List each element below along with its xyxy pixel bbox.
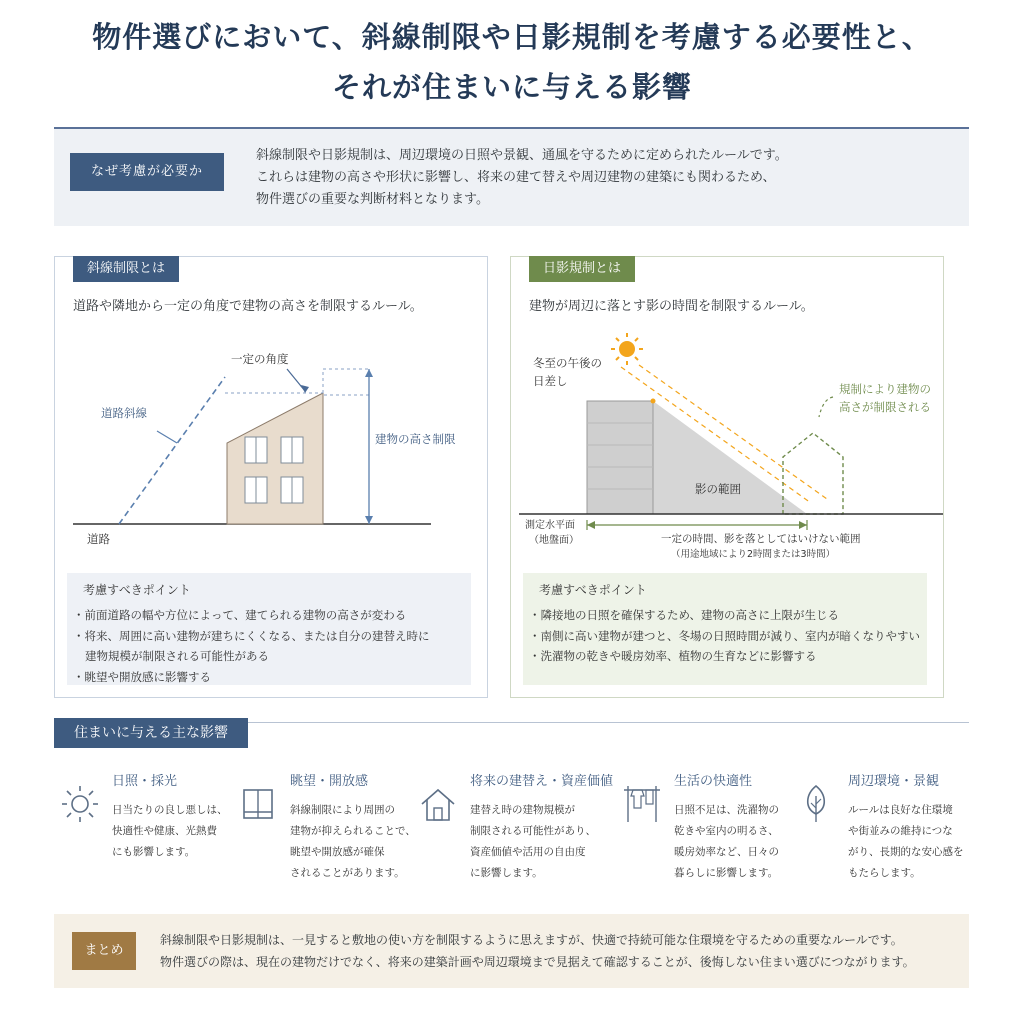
tree-icon (794, 782, 838, 826)
ground-label: 測定水平面 (525, 520, 575, 531)
house-icon (416, 782, 460, 826)
building-shape (587, 401, 653, 514)
range-label: 一定の時間、影を落としてはいけない範囲 (661, 533, 861, 545)
shasen-point: ・ 前面道路の幅や方位によって、建てられる建物の高さが変わる (73, 605, 430, 626)
shasen-diagram (55, 327, 487, 567)
laundry-icon (620, 782, 664, 826)
slope-label: 道路斜線 (101, 406, 147, 420)
sun-label: 冬至の午後の (533, 356, 602, 370)
impact-item-line: 制限される可能性があり、 (470, 825, 596, 837)
nichiei-points (523, 573, 927, 685)
impact-item-line: 日照不足は、洗濯物の (674, 804, 779, 816)
summary-tag: まとめ (72, 932, 136, 970)
summary-text (160, 929, 915, 973)
sun-label: 日差し (533, 374, 568, 388)
why-tag: なぜ考慮が必要か (70, 153, 224, 191)
impact-item-body (112, 800, 242, 863)
shasen-point: 建物規模が制限される可能性がある (85, 649, 269, 663)
impact-item-line: 建物が抑えられることで、 (290, 825, 416, 837)
limit-label: 高さが制限される (839, 400, 931, 414)
impact-item-sunlight (58, 770, 248, 890)
nichiei-point: ・ 洗濯物の乾きや暖房効率、植物の生育などに影響する (529, 646, 920, 667)
ground-label: （地盤面） (529, 535, 579, 546)
impact-item-title: 将来の建替え・資産価値 (470, 774, 614, 789)
impact-tag: 住まいに与える主な影響 (54, 718, 248, 748)
window-icon (236, 782, 280, 826)
impact-item-line: 乾きや室内の明るさ、 (674, 825, 779, 837)
nichiei-diagram (511, 327, 943, 567)
impact-item-line: ルールは良好な住環境 (848, 804, 953, 816)
page-title-line2: それが住まいに与える影響 (331, 70, 692, 104)
impact-item-future (416, 770, 614, 890)
angle-label: 一定の角度 (231, 352, 289, 366)
impact-item-line: 快適性や健康、光熱費 (112, 825, 217, 837)
shadow-area (653, 401, 807, 514)
shasen-description: 道路や隣地から一定の角度で建物の高さを制限するルール。 (73, 299, 423, 314)
height-label: 建物の高さ制限 (375, 432, 456, 446)
angle-pointer (287, 369, 305, 391)
impact-item-line: 暮らしに影響します。 (674, 867, 779, 879)
nichiei-tag: 日影規制とは (529, 256, 635, 282)
nichiei-point: ・ 南側に高い建物が建つと、冬場の日照時間が減り、室内が暗くなりやすい (529, 626, 920, 647)
sun-icon (611, 333, 643, 365)
shasen-point: ・ 将来、周囲に高い建物が建ちにくくなる、または自分の建替え時に (73, 626, 430, 647)
impact-item-line: 暖房効率など、日々の (674, 846, 779, 858)
impact-item-line: もたらします。 (848, 867, 921, 879)
impact-item-view (236, 770, 426, 890)
height-limit-box (323, 369, 369, 395)
why-line: 物件選びの重要な判断材料となります。 (256, 192, 489, 207)
impact-item-comfort (620, 770, 810, 890)
range-label: （用途地域により2時間または3時間） (671, 549, 836, 560)
shasen-panel (54, 256, 488, 698)
neighbor-house (783, 433, 843, 514)
nichiei-description: 建物が周辺に落とす影の時間を制限するルール。 (529, 299, 814, 314)
limit-label: 規制により建物の (839, 382, 931, 396)
nichiei-points-title: 考慮すべきポイント (539, 583, 647, 597)
impact-item-line: 眺望や開放感が確保 (290, 846, 385, 858)
nichiei-panel (510, 256, 944, 698)
sun-icon (58, 782, 102, 826)
why-line: 斜線制限や日影規制は、周辺環境の日照や景観、通風を守るために定められたルールです。 (256, 148, 788, 163)
why-section (54, 127, 969, 226)
impact-item-body (674, 800, 804, 884)
summary-section (54, 914, 969, 988)
impact-item-environment (794, 770, 984, 890)
impact-item-body (848, 800, 978, 884)
slope-pointer (157, 431, 177, 443)
impact-item-line: がり、長期的な安心感を (848, 846, 964, 858)
impact-item-line: 日当たりの良し悪しは、 (112, 804, 228, 816)
impact-item-line: に影響します。 (470, 867, 543, 879)
impact-item-title: 日照・採光 (112, 774, 178, 789)
limit-pointer (819, 397, 833, 417)
impact-item-line: 建替え時の建物規模が (470, 804, 575, 816)
summary-line: 斜線制限や日影規制は、一見すると敷地の使い方を制限するように思えますが、快適で持続可能な住環境を守るための重要なルールです。 (160, 933, 903, 947)
why-line: これらは建物の高さや形状に影響し、将来の建て替えや周辺建物の建築にも関わるため、 (256, 170, 776, 185)
shasen-points (67, 573, 471, 685)
shasen-tag: 斜線制限とは (73, 256, 179, 282)
why-text (256, 145, 788, 211)
impact-item-line: されることがあります。 (290, 867, 405, 879)
impact-item-body (290, 800, 420, 884)
summary-line: 物件選びの際は、現在の建物だけでなく、将来の建築計画や周辺環境まで見据えて確認することが、後悔しない住まい選びにつながります。 (160, 955, 915, 969)
impact-item-title: 眺望・開放感 (290, 774, 369, 789)
page-title-line1: 物件選びにおいて、斜線制限や日影規制を考慮する必要性と、 (92, 20, 932, 54)
impact-item-line: や街並みの維持につな (848, 825, 953, 837)
building-shape (227, 393, 323, 524)
nichiei-point: ・ 隣接地の日照を確保するため、建物の高さに上限が生じる (529, 605, 920, 626)
shadow-label: 影の範囲 (695, 482, 741, 496)
impact-item-body (470, 800, 600, 884)
impact-item-line: にも影響します。 (112, 846, 196, 858)
impact-item-title: 周辺環境・景観 (848, 774, 940, 789)
impact-item-line: 斜線制限により周囲の (290, 804, 395, 816)
road-label: 道路 (87, 532, 110, 546)
shasen-point: ・ 眺望や開放感に影響する (73, 667, 430, 688)
impact-item-title: 生活の快適性 (674, 774, 753, 789)
shasen-points-title: 考慮すべきポイント (83, 583, 191, 597)
impact-item-line: 資産価値や活用の自由度 (470, 846, 586, 858)
road-slope-line (119, 377, 225, 524)
